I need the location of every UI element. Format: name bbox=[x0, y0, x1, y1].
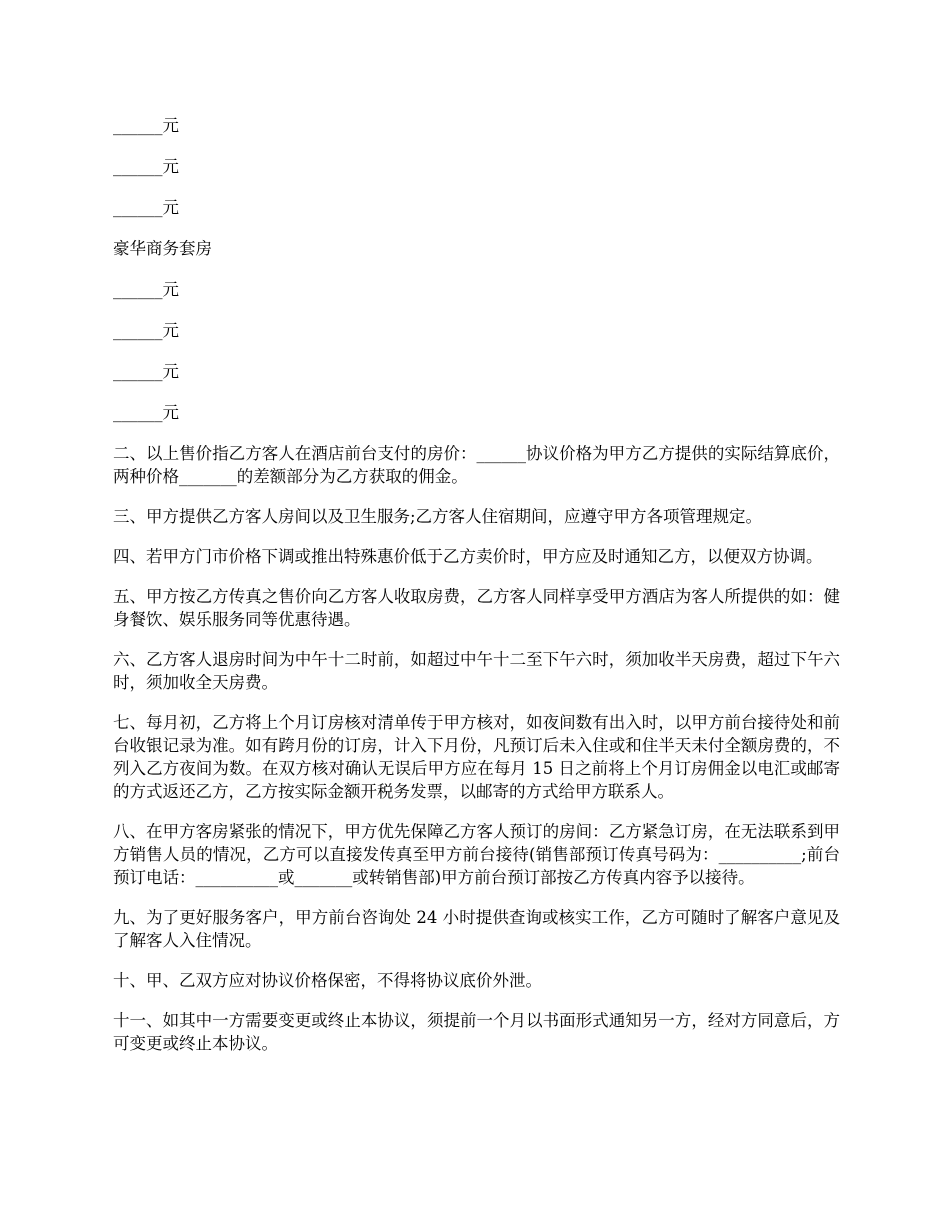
clause-11: 十一、如其中一方需要变更或终止本协议，须提前一个月以书面形式通知另一方，经对方同意后，方可变更或终止本协议。 bbox=[113, 1011, 840, 1053]
clause-3: 三、甲方提供乙方客人房间以及卫生服务;乙方客人住宿期间，应遵守甲方各项管理规定。 bbox=[113, 507, 763, 526]
price-line: ______元 bbox=[113, 403, 179, 422]
clause-6: 六、乙方客人退房时间为中午十二时前，如超过中午十二至下午六时，须加收半天房费，超过下午六时，须加收全天房费。 bbox=[113, 650, 840, 692]
clause-5: 五、甲方按乙方传真之售价向乙方客人收取房费，乙方客人同样享受甲方酒店为客人所提供的如：健身餐饮、娱乐服务同等优惠待遇。 bbox=[113, 587, 840, 629]
clause-10: 十、甲、乙双方应对协议价格保密，不得将协议底价外泄。 bbox=[113, 971, 542, 990]
document-body bbox=[113, 114, 840, 1072]
price-line: ______元 bbox=[113, 157, 179, 176]
clause-4: 四、若甲方门市价格下调或推出特殊惠价低于乙方卖价时，甲方应及时通知乙方，以便双方协调。 bbox=[113, 547, 823, 566]
room-type-label: 豪华商务套房 bbox=[113, 239, 212, 258]
clause-7: 七、每月初，乙方将上个月订房核对清单传于甲方核对，如夜间数有出入时，以甲方前台接待处和前台收银记录为准。如有跨月份的订房，计入下月份，凡预订后未入住或和住半天未付全额房费的，不列入乙方夜间为数。在双方核对确认无误后甲方应在每月 15 日之前将上个月订房佣金以电汇或邮寄的方式返还乙方，乙方按实际金额开税务发票，以邮寄的方式给甲方联系人。 bbox=[113, 713, 840, 801]
price-line: ______元 bbox=[113, 198, 179, 217]
clause-2: 二、以上售价指乙方客人在酒店前台支付的房价：______协议价格为甲方乙方提供的实际结算底价，两种价格_______的差额部分为乙方获取的佣金。 bbox=[113, 444, 840, 486]
price-line: ______元 bbox=[113, 321, 179, 340]
clause-8: 八、在甲方客房紧张的情况下，甲方优先保障乙方客人预订的房间：乙方紧急订房，在无法联系到甲方销售人员的情况，乙方可以直接发传真至甲方前台接待(销售部预订传真号码为：__________;前台预订电话：__________或_______或转销售部)甲方前台预订部按乙方传真内容予以接待。 bbox=[113, 822, 840, 887]
clause-9: 九、为了更好服务客户，甲方前台咨询处 24 小时提供查询或核实工作，乙方可随时了解客户意见及了解客人入住情况。 bbox=[113, 908, 840, 950]
price-line: ______元 bbox=[113, 280, 179, 299]
price-line: ______元 bbox=[113, 362, 179, 381]
price-line: ______元 bbox=[113, 116, 179, 135]
